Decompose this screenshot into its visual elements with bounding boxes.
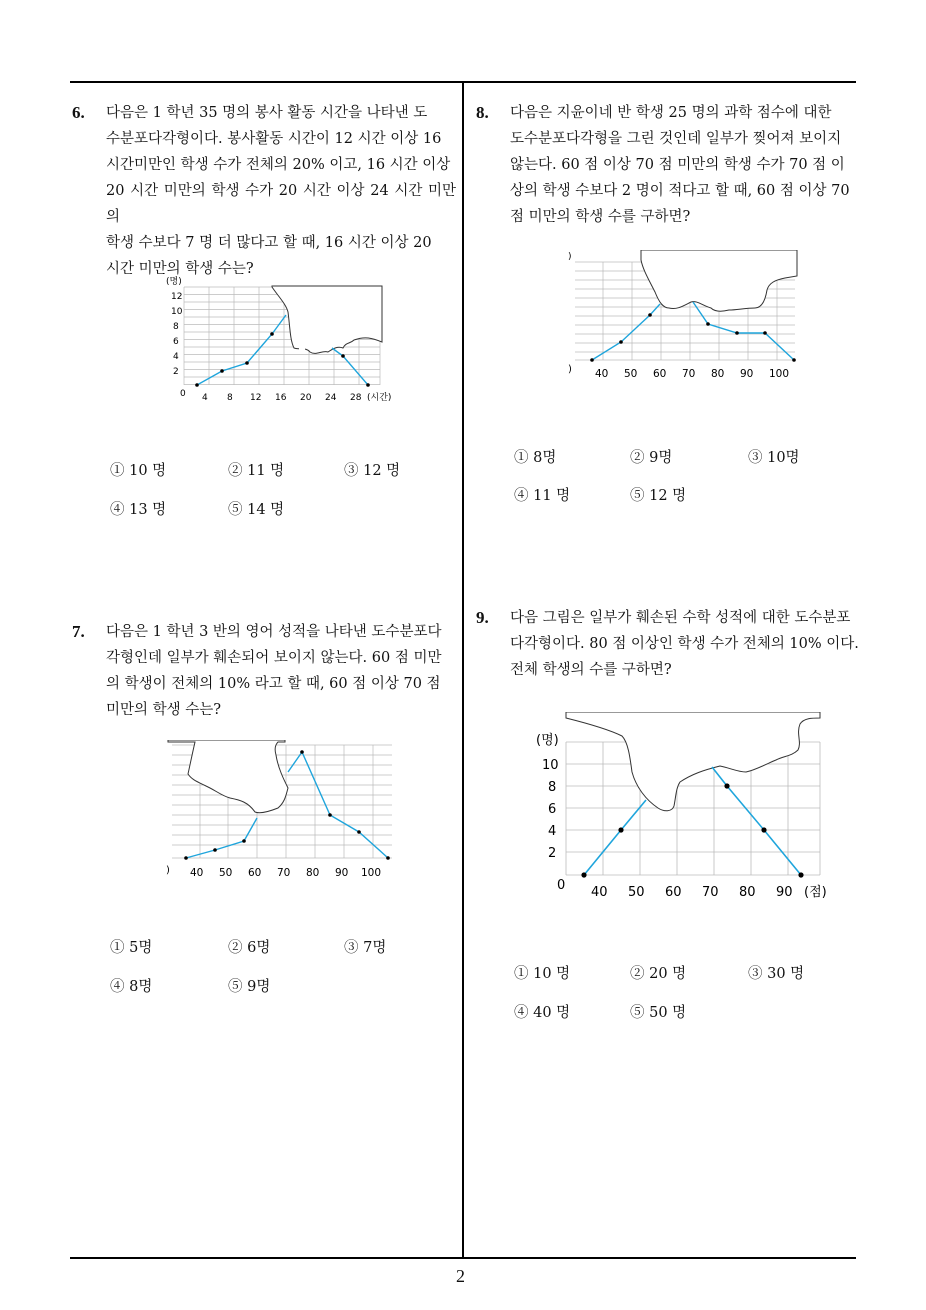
y-tick: 6 [548, 802, 557, 817]
data-point [220, 369, 224, 373]
question-text [510, 605, 860, 683]
question-number: 6. [72, 103, 85, 122]
question-number: 9. [476, 608, 489, 627]
polygon-line [592, 304, 660, 360]
y-tick: 10 [542, 758, 559, 773]
y-tick: 4 [173, 352, 179, 362]
option-1[interactable]: ① 8명 [514, 450, 557, 466]
option-3[interactable]: ③ 10명 [748, 450, 800, 466]
text-line: 시간 미만의 학생 수는? [106, 261, 254, 277]
y-tick: 8 [548, 780, 557, 795]
data-point [195, 383, 199, 387]
y-tick: 10 [171, 307, 183, 317]
bottom-rule [70, 1257, 856, 1259]
x-tick: 40 [190, 867, 204, 879]
x-tick: 70 [702, 885, 719, 900]
text-line: 도수분포다각형을 그린 것인데 일부가 찢어져 보이지 [510, 131, 842, 147]
data-point [724, 783, 729, 788]
option-1[interactable]: ① 10 명 [110, 463, 167, 479]
text-line: 미만의 학생 수는? [106, 702, 222, 718]
data-point [341, 354, 345, 358]
x-tick: 70 [682, 368, 696, 380]
torn-region [641, 250, 797, 311]
option-4[interactable]: ④ 13 명 [110, 502, 167, 518]
option-3[interactable]: ③ 12 명 [344, 463, 401, 479]
x-tick: 90 [740, 368, 754, 380]
x-tick: 70 [277, 867, 291, 879]
x-tick: 50 [624, 368, 638, 380]
polygon-line [693, 302, 794, 360]
x-tick: 90 [776, 885, 793, 900]
text-line: 시간미만인 학생 수가 전체의 20% 이고, 16 시간 이상 [106, 157, 451, 173]
polygon-line [584, 800, 646, 875]
data-point [618, 827, 623, 832]
top-mark: ) [568, 252, 572, 262]
text-line: 다음 그림은 일부가 훼손된 수학 성적에 대한 도수분포 [510, 610, 851, 626]
y-tick: 12 [171, 292, 183, 302]
q7-frequency-polygon [160, 740, 400, 880]
x-tick: 80 [739, 885, 756, 900]
x-tick: 24 [325, 393, 337, 403]
x-tick: 60 [665, 885, 682, 900]
data-point [245, 361, 249, 365]
option-2[interactable]: ② 9명 [630, 450, 673, 466]
x-tick: 40 [591, 885, 608, 900]
y-tick: 4 [548, 824, 557, 839]
text-line: 20 시간 미만의 학생 수가 20 시간 이상 24 시간 미만의 [106, 183, 456, 225]
option-2[interactable]: ② 20 명 [630, 966, 687, 982]
x-unit: (시간) [367, 393, 392, 403]
polygon-line [197, 315, 286, 385]
x-tick: 50 [628, 885, 645, 900]
origin-label: ) [568, 364, 572, 375]
option-5[interactable]: ⑤ 9명 [228, 979, 271, 995]
origin-label: 0 [180, 389, 186, 399]
x-tick: 8 [227, 393, 233, 403]
y-tick: 6 [173, 337, 179, 347]
text-line: 다음은 지윤이네 반 학생 25 명의 과학 점수에 대한 [510, 105, 832, 121]
question-text [106, 100, 456, 282]
y-unit: (명) [166, 277, 182, 287]
text-line: 학생 수보다 7 명 더 많다고 할 때, 16 시간 이상 20 [106, 235, 432, 251]
option-4[interactable]: ④ 11 명 [514, 488, 571, 504]
torn-region [272, 286, 382, 353]
text-line: 수분포다각형이다. 봉사활동 시간이 12 시간 이상 16 [106, 131, 442, 147]
page-number: 2 [456, 1266, 465, 1286]
origin-label: 0 [557, 878, 566, 893]
x-tick: 100 [769, 368, 790, 380]
text-line: 상의 학생 수보다 2 명이 적다고 할 때, 60 점 이상 70 [510, 183, 850, 199]
option-4[interactable]: ④ 40 명 [514, 1005, 571, 1021]
q9-frequency-polygon [530, 712, 840, 912]
text-line: 다각형이다. 80 점 이상인 학생 수가 전체의 10% 이다. [510, 636, 859, 652]
data-point [357, 830, 361, 834]
x-tick: 90 [335, 867, 349, 879]
data-point [328, 813, 332, 817]
x-tick: 50 [219, 867, 233, 879]
x-tick: 16 [275, 393, 287, 403]
question-text [106, 619, 456, 723]
data-point [792, 358, 796, 362]
x-tick: 100 [361, 867, 382, 879]
option-1[interactable]: ① 5명 [110, 940, 153, 956]
data-point [300, 750, 304, 754]
x-tick: 28 [350, 393, 362, 403]
data-point [270, 332, 274, 336]
question-number: 7. [72, 622, 85, 641]
y-tick: 2 [548, 846, 557, 861]
y-tick: 8 [173, 322, 179, 332]
q6-frequency-polygon [160, 272, 405, 407]
origin-label: ) [166, 865, 170, 876]
option-5[interactable]: ⑤ 12 명 [630, 488, 687, 504]
x-unit: (점) [804, 885, 827, 900]
question-text [510, 100, 860, 230]
x-tick: 12 [250, 393, 262, 403]
data-point [761, 827, 766, 832]
y-tick: 2 [173, 367, 179, 377]
data-point [590, 358, 594, 362]
option-3[interactable]: ③ 30 명 [748, 966, 805, 982]
x-tick: 80 [306, 867, 320, 879]
x-tick: 20 [300, 393, 312, 403]
data-point [213, 848, 217, 852]
polygon-line [186, 818, 257, 858]
data-point [581, 872, 586, 877]
data-point [798, 872, 803, 877]
data-point [706, 322, 710, 326]
x-tick: 4 [202, 393, 208, 403]
text-line: 전체 학생의 수를 구하면? [510, 662, 672, 678]
data-point [386, 856, 390, 860]
torn-region [566, 712, 820, 811]
text-line: 점 미만의 학생 수를 구하면? [510, 209, 691, 225]
text-line: 다음은 1 학년 3 반의 영어 성적을 나타낸 도수분포다 [106, 624, 442, 640]
polygon-line [332, 348, 368, 385]
option-5[interactable]: ⑤ 14 명 [228, 502, 285, 518]
x-tick: 40 [595, 368, 609, 380]
option-4[interactable]: ④ 8명 [110, 979, 153, 995]
data-point [619, 340, 623, 344]
data-point [242, 839, 246, 843]
data-point [735, 331, 739, 335]
data-point [366, 383, 370, 387]
y-unit: (명) [536, 733, 559, 748]
data-point [763, 331, 767, 335]
torn-patch [299, 339, 305, 352]
option-2[interactable]: ② 6명 [228, 940, 271, 956]
center-divider [462, 82, 464, 1258]
text-line: 각형인데 일부가 훼손되어 보이지 않는다. 60 점 미만 [106, 650, 442, 666]
option-5[interactable]: ⑤ 50 명 [630, 1005, 687, 1021]
option-3[interactable]: ③ 7명 [344, 940, 387, 956]
data-point [648, 313, 652, 317]
data-point [184, 856, 188, 860]
x-tick: 60 [248, 867, 262, 879]
text-line: 의 학생이 전체의 10% 라고 할 때, 60 점 이상 70 점 [106, 676, 441, 692]
x-tick: 60 [653, 368, 667, 380]
option-2[interactable]: ② 11 명 [228, 463, 285, 479]
option-1[interactable]: ① 10 명 [514, 966, 571, 982]
question-number: 8. [476, 103, 489, 122]
q8-frequency-polygon [565, 250, 805, 385]
text-line: 않는다. 60 점 이상 70 점 미만의 학생 수가 70 점 이 [510, 157, 845, 173]
text-line: 다음은 1 학년 35 명의 봉사 활동 시간을 나타낸 도 [106, 105, 428, 121]
x-tick: 80 [711, 368, 725, 380]
